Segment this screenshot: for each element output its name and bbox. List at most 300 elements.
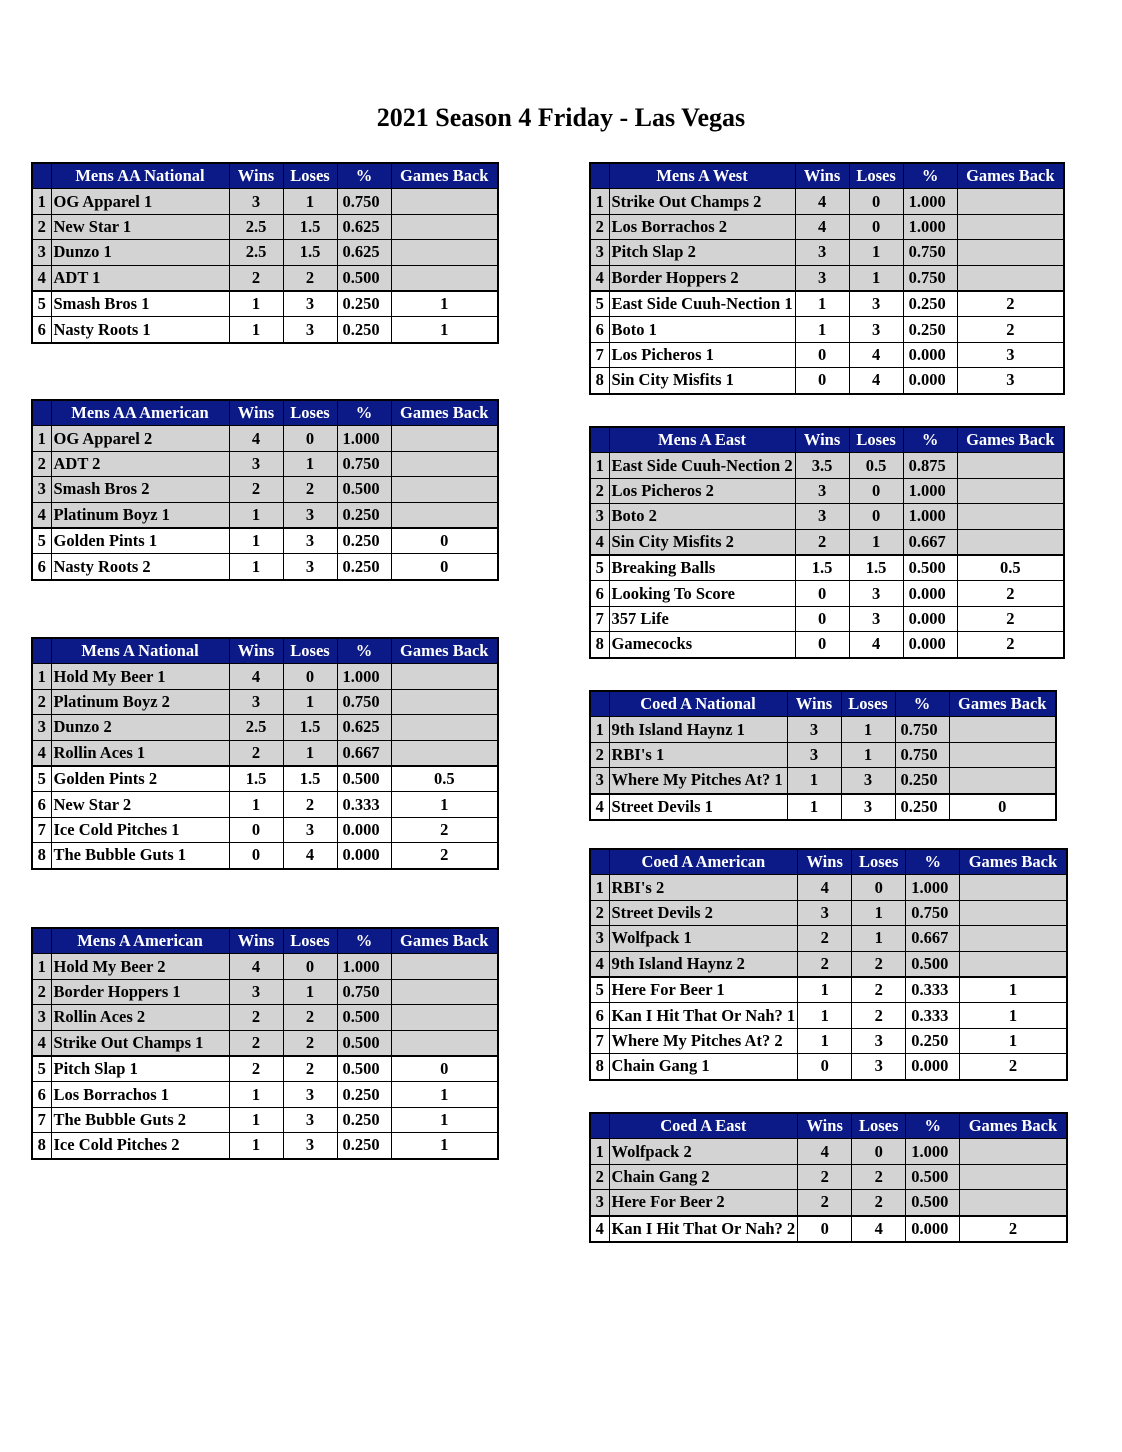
table-row	[590, 742, 1056, 767]
rank-cell: 1	[590, 189, 609, 214]
rank-cell: 4	[32, 740, 51, 766]
pct-cell: 0.250	[337, 1082, 391, 1107]
team-name: RBI's 2	[609, 875, 798, 900]
pct-cell: 0.250	[895, 768, 949, 794]
rank-cell: 6	[32, 554, 51, 580]
games-back-cell	[957, 504, 1064, 529]
table-row	[590, 606, 1064, 631]
team-name: Golden Pints 1	[51, 528, 229, 554]
pct-cell: 0.250	[337, 317, 391, 343]
loses-cell: 2	[852, 977, 906, 1003]
standings-table-mens-a-west	[589, 162, 1065, 395]
wins-header: Wins	[787, 691, 841, 717]
pct-cell: 0.500	[337, 477, 391, 502]
loses-cell: 2	[283, 1005, 337, 1030]
table-row	[32, 1056, 498, 1082]
team-name: Hold My Beer 1	[51, 664, 229, 689]
team-name: Smash Bros 2	[51, 477, 229, 502]
table-row	[32, 1082, 498, 1107]
loses-cell: 1	[283, 451, 337, 476]
games-back-cell	[391, 189, 498, 214]
rank-cell: 3	[590, 1190, 609, 1216]
pct-cell: 0.667	[903, 529, 957, 555]
wins-cell: 2	[229, 477, 283, 502]
rank-cell: 4	[590, 951, 609, 977]
loses-cell: 2	[852, 1003, 906, 1028]
wins-cell: 1	[229, 291, 283, 317]
division-name: Mens A West	[609, 163, 795, 189]
rank-cell: 5	[32, 766, 51, 792]
loses-cell: 1	[849, 265, 903, 291]
table-row	[590, 529, 1064, 555]
pct-cell: 0.000	[337, 843, 391, 869]
loses-cell: 4	[283, 843, 337, 869]
loses-cell: 1	[852, 900, 906, 925]
wins-cell: 3	[795, 504, 849, 529]
games-back-cell: 2	[391, 817, 498, 842]
games-back-cell	[957, 214, 1064, 239]
rank-cell: 4	[590, 529, 609, 555]
rank-cell: 3	[590, 504, 609, 529]
games-back-cell: 2	[391, 843, 498, 869]
loses-cell: 4	[849, 368, 903, 394]
games-back-cell: 1	[960, 1003, 1067, 1028]
loses-cell: 3	[841, 794, 895, 820]
wins-cell: 0	[229, 843, 283, 869]
table-row	[32, 1107, 498, 1132]
loses-cell: 2	[283, 1056, 337, 1082]
games-back-cell	[391, 240, 498, 265]
team-name: Chain Gang 1	[609, 1054, 798, 1080]
wins-header: Wins	[798, 1113, 852, 1139]
pct-cell: 0.000	[906, 1054, 960, 1080]
loses-cell: 0	[849, 214, 903, 239]
wins-cell: 3	[795, 478, 849, 503]
team-name: Wolfpack 1	[609, 926, 798, 951]
rank-header	[32, 638, 51, 664]
rank-cell: 7	[32, 817, 51, 842]
games-back-cell	[949, 742, 1056, 767]
loses-cell: 1.5	[283, 214, 337, 239]
team-name: Dunzo 1	[51, 240, 229, 265]
games-back-cell: 1	[391, 1133, 498, 1159]
table-row	[590, 1216, 1067, 1242]
rank-header	[590, 427, 609, 453]
wins-cell: 1	[229, 1107, 283, 1132]
table-row	[32, 766, 498, 792]
division-name: Mens A National	[51, 638, 229, 664]
wins-cell: 3	[795, 265, 849, 291]
games-back-cell	[949, 768, 1056, 794]
pct-cell: 0.500	[337, 265, 391, 291]
games-back-cell: 1	[391, 1082, 498, 1107]
wins-cell: 4	[795, 189, 849, 214]
rank-cell: 3	[32, 240, 51, 265]
wins-cell: 2	[229, 740, 283, 766]
wins-header: Wins	[229, 638, 283, 664]
team-name: ADT 2	[51, 451, 229, 476]
wins-header: Wins	[795, 427, 849, 453]
wins-cell: 1	[787, 794, 841, 820]
loses-cell: 1	[852, 926, 906, 951]
loses-cell: 3	[849, 317, 903, 342]
table-row	[32, 554, 498, 580]
rank-cell: 1	[32, 426, 51, 451]
pct-cell: 0.000	[903, 368, 957, 394]
pct-cell: 0.000	[903, 342, 957, 367]
team-name: Boto 1	[609, 317, 795, 342]
pct-cell: 1.000	[337, 426, 391, 451]
loses-cell: 3	[849, 606, 903, 631]
table-row	[32, 189, 498, 214]
rank-cell: 6	[32, 792, 51, 817]
wins-header: Wins	[229, 163, 283, 189]
loses-cell: 1	[283, 740, 337, 766]
header-row	[32, 928, 498, 954]
rank-cell: 3	[32, 477, 51, 502]
loses-cell: 1	[283, 189, 337, 214]
table-row	[590, 555, 1064, 581]
loses-header: Loses	[852, 849, 906, 875]
table-row	[32, 291, 498, 317]
wins-cell: 3.5	[795, 453, 849, 478]
rank-cell: 3	[32, 715, 51, 740]
rank-cell: 6	[32, 317, 51, 343]
wins-header: Wins	[798, 849, 852, 875]
standings-table-mens-a-american	[31, 927, 499, 1160]
team-name: Where My Pitches At? 1	[609, 768, 787, 794]
wins-cell: 2	[229, 265, 283, 291]
games-back-cell: 3	[957, 368, 1064, 394]
pct-cell: 0.750	[895, 717, 949, 742]
standings-table-mens-aa-american	[31, 399, 499, 581]
pct-cell: 0.750	[337, 451, 391, 476]
team-name: Nasty Roots 1	[51, 317, 229, 343]
table-row	[32, 528, 498, 554]
rank-cell: 1	[590, 1139, 609, 1164]
wins-cell: 4	[229, 954, 283, 979]
games-back-cell	[391, 426, 498, 451]
pct-header: %	[337, 928, 391, 954]
loses-cell: 2	[283, 265, 337, 291]
wins-cell: 2	[229, 1056, 283, 1082]
wins-cell: 4	[229, 664, 283, 689]
rank-cell: 4	[32, 502, 51, 528]
rank-cell: 4	[32, 265, 51, 291]
pct-cell: 0.250	[337, 554, 391, 580]
table-row	[590, 317, 1064, 342]
pct-cell: 1.000	[337, 954, 391, 979]
team-name: RBI's 1	[609, 742, 787, 767]
pct-cell: 0.250	[337, 528, 391, 554]
loses-cell: 0	[852, 1139, 906, 1164]
division-name: Coed A National	[609, 691, 787, 717]
pct-cell: 0.250	[337, 502, 391, 528]
team-name: ADT 1	[51, 265, 229, 291]
wins-cell: 2	[798, 951, 852, 977]
wins-cell: 2	[229, 1005, 283, 1030]
table-row	[590, 632, 1064, 658]
pct-cell: 0.750	[337, 689, 391, 714]
games-back-header: Games Back	[391, 400, 498, 426]
header-row	[590, 163, 1064, 189]
team-name: The Bubble Guts 1	[51, 843, 229, 869]
wins-cell: 1	[798, 977, 852, 1003]
table-row	[590, 291, 1064, 317]
pct-header: %	[895, 691, 949, 717]
table-row	[32, 817, 498, 842]
wins-cell: 3	[787, 717, 841, 742]
rank-cell: 4	[590, 1216, 609, 1242]
games-back-cell: 2	[957, 606, 1064, 631]
loses-cell: 1	[841, 717, 895, 742]
standings-table-mens-a-east	[589, 426, 1065, 659]
wins-cell: 0	[795, 632, 849, 658]
team-name: Sin City Misfits 1	[609, 368, 795, 394]
rank-cell: 4	[590, 794, 609, 820]
rank-cell: 2	[590, 478, 609, 503]
pct-cell: 0.000	[903, 606, 957, 631]
games-back-cell	[957, 240, 1064, 265]
games-back-cell: 2	[957, 581, 1064, 606]
table-row	[590, 478, 1064, 503]
loses-header: Loses	[283, 638, 337, 664]
wins-cell: 0	[798, 1054, 852, 1080]
team-name: Rollin Aces 2	[51, 1005, 229, 1030]
pct-cell: 0.500	[903, 555, 957, 581]
loses-cell: 3	[283, 817, 337, 842]
table-row	[32, 664, 498, 689]
wins-cell: 3	[787, 742, 841, 767]
pct-cell: 0.250	[906, 1028, 960, 1053]
division-name: Mens AA American	[51, 400, 229, 426]
table-row	[32, 214, 498, 239]
header-row	[590, 849, 1067, 875]
table-row	[32, 792, 498, 817]
rank-cell: 1	[590, 717, 609, 742]
games-back-cell: 2	[957, 291, 1064, 317]
loses-cell: 0	[849, 189, 903, 214]
rank-cell: 8	[590, 368, 609, 394]
pct-cell: 0.000	[903, 632, 957, 658]
team-name: Los Borrachos 2	[609, 214, 795, 239]
loses-cell: 3	[841, 768, 895, 794]
team-name: New Star 2	[51, 792, 229, 817]
pct-cell: 0.625	[337, 240, 391, 265]
games-back-cell	[391, 740, 498, 766]
table-row	[590, 1139, 1067, 1164]
games-back-cell	[391, 214, 498, 239]
games-back-cell	[960, 1164, 1067, 1189]
pct-header: %	[903, 163, 957, 189]
rank-cell: 2	[590, 742, 609, 767]
loses-header: Loses	[849, 163, 903, 189]
wins-cell: 4	[798, 1139, 852, 1164]
wins-cell: 2	[229, 1030, 283, 1056]
loses-cell: 3	[283, 1133, 337, 1159]
team-name: Kan I Hit That Or Nah? 2	[609, 1216, 798, 1242]
table-row	[590, 768, 1056, 794]
team-name: Rollin Aces 1	[51, 740, 229, 766]
games-back-cell	[960, 926, 1067, 951]
loses-cell: 2	[283, 1030, 337, 1056]
page-title: 2021 Season 4 Friday - Las Vegas	[376, 103, 746, 132]
table-row	[590, 717, 1056, 742]
pct-cell: 0.250	[903, 317, 957, 342]
table-row	[32, 979, 498, 1004]
loses-cell: 1	[283, 689, 337, 714]
games-back-header: Games Back	[960, 1113, 1067, 1139]
standings-table-coed-a-east	[589, 1112, 1068, 1243]
games-back-cell	[391, 715, 498, 740]
loses-header: Loses	[841, 691, 895, 717]
table-row	[32, 1133, 498, 1159]
table-row	[590, 368, 1064, 394]
games-back-cell: 0.5	[391, 766, 498, 792]
loses-cell: 2	[283, 477, 337, 502]
division-name: Coed A East	[609, 1113, 798, 1139]
loses-cell: 3	[283, 1107, 337, 1132]
pct-cell: 0.500	[906, 1164, 960, 1189]
games-back-cell	[957, 189, 1064, 214]
wins-cell: 2	[798, 1164, 852, 1189]
table-row	[590, 1054, 1067, 1080]
rank-header	[32, 400, 51, 426]
rank-cell: 5	[32, 1056, 51, 1082]
standings-table-mens-a-national	[31, 637, 499, 870]
team-name: Border Hoppers 2	[609, 265, 795, 291]
loses-cell: 1	[283, 979, 337, 1004]
rank-cell: 2	[590, 1164, 609, 1189]
table-row	[590, 453, 1064, 478]
team-name: Hold My Beer 2	[51, 954, 229, 979]
rank-cell: 5	[32, 528, 51, 554]
loses-cell: 4	[852, 1216, 906, 1242]
team-name: Los Picheros 1	[609, 342, 795, 367]
wins-cell: 3	[229, 451, 283, 476]
loses-cell: 3	[283, 554, 337, 580]
pct-cell: 0.750	[906, 900, 960, 925]
games-back-header: Games Back	[391, 163, 498, 189]
rank-cell: 1	[590, 875, 609, 900]
loses-cell: 3	[849, 291, 903, 317]
table-row	[32, 426, 498, 451]
loses-header: Loses	[852, 1113, 906, 1139]
team-name: Here For Beer 1	[609, 977, 798, 1003]
games-back-cell	[391, 477, 498, 502]
team-name: OG Apparel 2	[51, 426, 229, 451]
pct-cell: 0.000	[337, 817, 391, 842]
pct-cell: 0.750	[337, 979, 391, 1004]
team-name: Breaking Balls	[609, 555, 795, 581]
pct-header: %	[906, 849, 960, 875]
pct-cell: 0.625	[337, 715, 391, 740]
games-back-cell	[391, 664, 498, 689]
loses-cell: 0.5	[849, 453, 903, 478]
table-row	[590, 926, 1067, 951]
games-back-cell: 1	[391, 317, 498, 343]
table-row	[590, 504, 1064, 529]
pct-cell: 1.000	[903, 478, 957, 503]
games-back-cell: 2	[960, 1054, 1067, 1080]
wins-cell: 1	[229, 554, 283, 580]
team-name: Platinum Boyz 2	[51, 689, 229, 714]
pct-cell: 0.333	[906, 977, 960, 1003]
team-name: Chain Gang 2	[609, 1164, 798, 1189]
loses-cell: 1	[849, 529, 903, 555]
table-row	[32, 843, 498, 869]
rank-cell: 8	[590, 632, 609, 658]
team-name: Street Devils 2	[609, 900, 798, 925]
loses-cell: 0	[283, 426, 337, 451]
rank-header	[590, 163, 609, 189]
wins-cell: 2	[798, 926, 852, 951]
team-name: Smash Bros 1	[51, 291, 229, 317]
table-row	[590, 342, 1064, 367]
pct-cell: 0.875	[903, 453, 957, 478]
wins-cell: 2.5	[229, 240, 283, 265]
rank-cell: 1	[32, 189, 51, 214]
games-back-cell: 1	[960, 1028, 1067, 1053]
wins-cell: 1	[229, 792, 283, 817]
pct-header: %	[337, 400, 391, 426]
rank-cell: 7	[590, 606, 609, 631]
games-back-cell: 2	[957, 317, 1064, 342]
pct-cell: 0.250	[337, 291, 391, 317]
rank-cell: 7	[590, 342, 609, 367]
rank-cell: 5	[32, 291, 51, 317]
table-row	[32, 689, 498, 714]
rank-cell: 5	[590, 977, 609, 1003]
games-back-cell: 1	[391, 792, 498, 817]
loses-cell: 3	[283, 291, 337, 317]
pct-cell: 0.625	[337, 214, 391, 239]
team-name: Golden Pints 2	[51, 766, 229, 792]
header-row	[32, 638, 498, 664]
wins-cell: 1	[795, 317, 849, 342]
division-name: Mens A East	[609, 427, 795, 453]
loses-cell: 4	[849, 632, 903, 658]
rank-cell: 8	[32, 1133, 51, 1159]
header-row	[32, 163, 498, 189]
rank-cell: 4	[590, 265, 609, 291]
wins-cell: 1	[229, 502, 283, 528]
pct-cell: 0.667	[906, 926, 960, 951]
wins-cell: 2.5	[229, 715, 283, 740]
rank-cell: 6	[590, 317, 609, 342]
wins-cell: 0	[798, 1216, 852, 1242]
rank-header	[32, 163, 51, 189]
games-back-cell	[391, 265, 498, 291]
rank-header	[590, 1113, 609, 1139]
games-back-cell	[391, 1005, 498, 1030]
games-back-cell	[949, 717, 1056, 742]
loses-header: Loses	[283, 163, 337, 189]
loses-cell: 3	[283, 502, 337, 528]
team-name: Wolfpack 2	[609, 1139, 798, 1164]
wins-cell: 3	[795, 240, 849, 265]
header-row	[590, 427, 1064, 453]
team-name: 9th Island Haynz 2	[609, 951, 798, 977]
table-row	[590, 1164, 1067, 1189]
rank-cell: 2	[590, 214, 609, 239]
pct-cell: 1.000	[906, 1139, 960, 1164]
pct-cell: 0.000	[906, 1216, 960, 1242]
team-name: Strike Out Champs 1	[51, 1030, 229, 1056]
team-name: Looking To Score	[609, 581, 795, 606]
team-name: East Side Cuuh-Nection 1	[609, 291, 795, 317]
pct-cell: 0.750	[903, 240, 957, 265]
